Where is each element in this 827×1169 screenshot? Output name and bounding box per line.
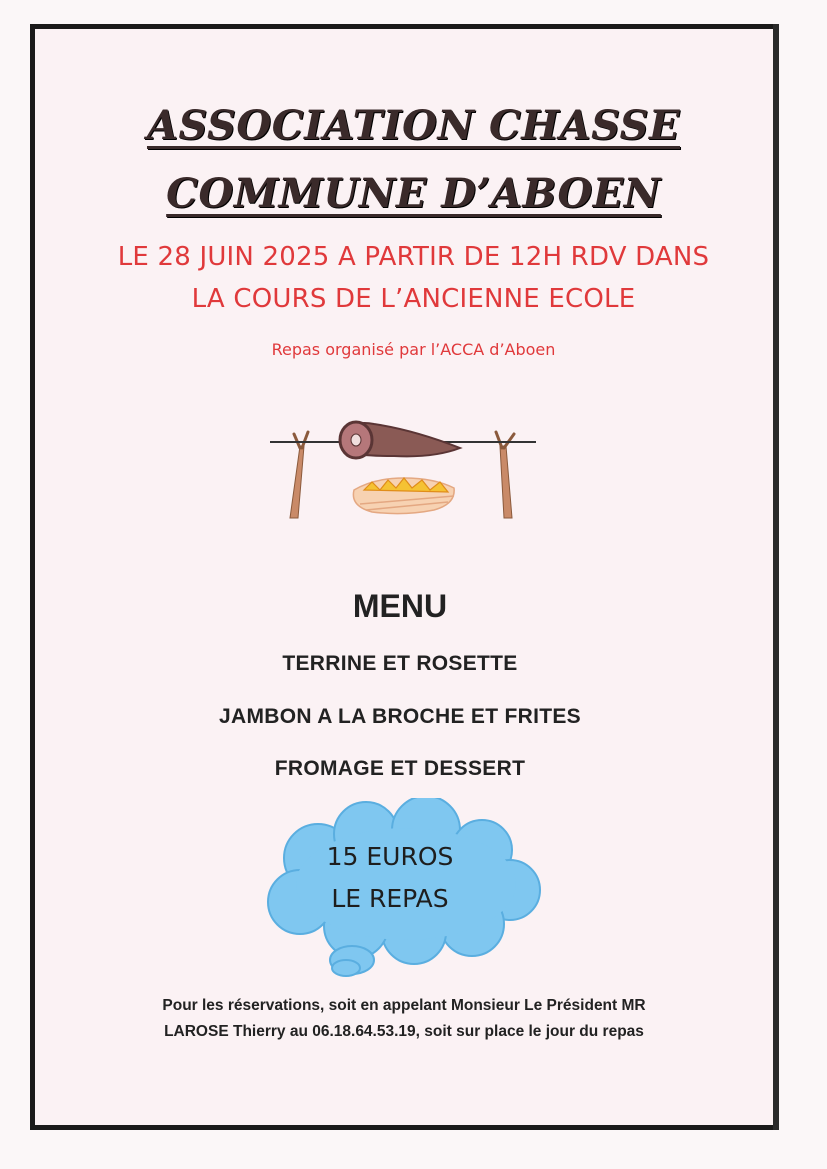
- title-line-2: COMMUNE D’ABOEN: [166, 170, 661, 217]
- title-line-1: ASSOCIATION CHASSE: [146, 102, 681, 149]
- menu-item-starter: TERRINE ET ROSETTE: [282, 652, 518, 675]
- menu-item-main: JAMBON A LA BROCHE ET FRITES: [219, 705, 581, 728]
- menu-title: MENU: [352, 588, 448, 624]
- organiser-note: Repas organisé par l’ACCA d’Aboen: [271, 340, 556, 359]
- reservation-info: [84, 993, 724, 1045]
- event-date-line-1: LE 28 JUIN 2025 A PARTIR DE 12H RDV DANS: [117, 242, 710, 272]
- roasting-spit-icon: [264, 418, 544, 524]
- event-date-line-2: LA COURS DE L’ANCIENNE ECOLE: [191, 284, 636, 314]
- reservation-line-2: LAROSE Thierry au 06.18.64.53.19, soit sur place le jour du repas: [164, 1023, 644, 1040]
- reservation-line-1: Pour les réservations, soit en appelant Monsieur Le Président MR: [162, 997, 646, 1014]
- price-label: LE REPAS: [331, 884, 449, 913]
- price-amount: 15 EUROS: [326, 842, 454, 871]
- menu-item-dessert: FROMAGE ET DESSERT: [274, 757, 526, 780]
